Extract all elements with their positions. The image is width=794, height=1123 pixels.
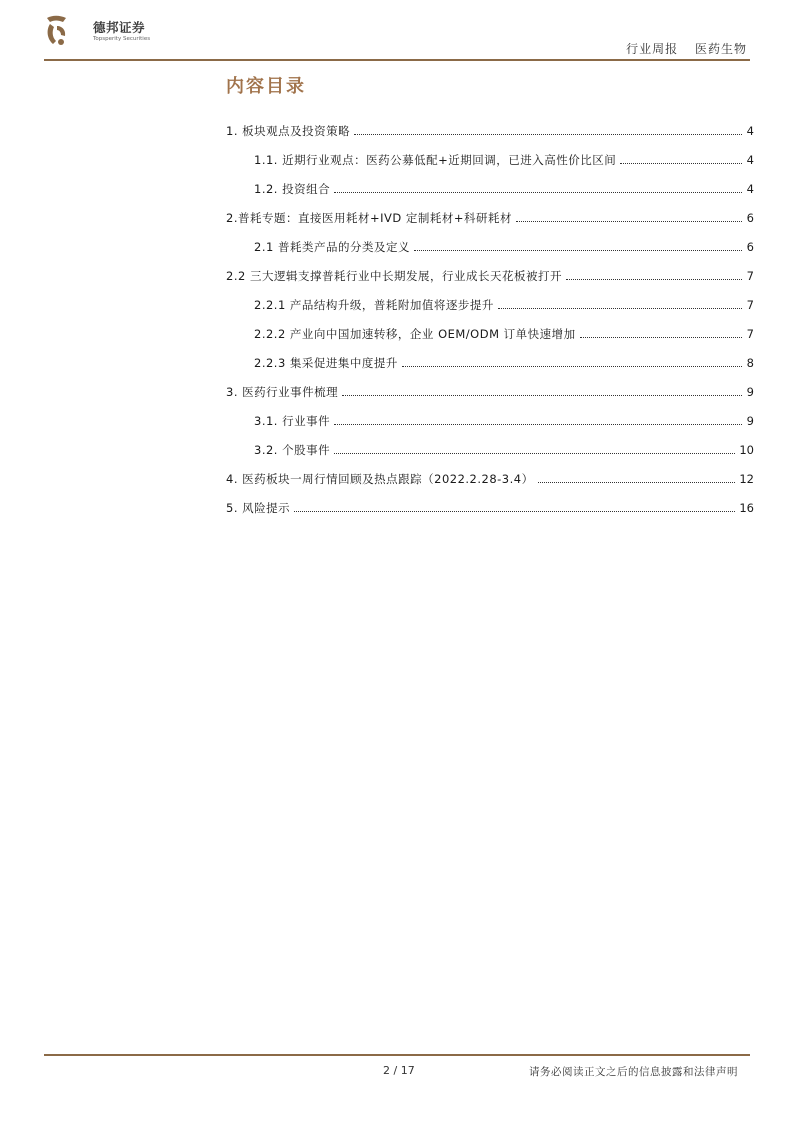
toc-entry-label: 2.2.3 集采促进集中度提升 [254, 355, 398, 370]
toc-entry[interactable] [226, 203, 754, 232]
toc-leader-dots [414, 250, 742, 251]
toc-leader-dots [334, 192, 742, 193]
toc-entry[interactable] [226, 174, 754, 203]
toc-entry-page: 9 [746, 413, 754, 428]
toc-entry-page: 4 [746, 152, 754, 167]
toc-entry-page: 8 [746, 355, 754, 370]
toc-entry-label: 3.1. 行业事件 [254, 413, 331, 428]
sector-name: 医药生物 [694, 42, 747, 56]
toc-leader-dots [334, 453, 735, 454]
toc-leader-dots [580, 337, 742, 338]
toc-entry-label: 1.1. 近期行业观点：医药公募低配+近期回调，已进入高性价比区间 [254, 152, 617, 167]
toc-leader-dots [498, 308, 742, 309]
toc-entry-page: 12 [739, 471, 754, 486]
header-report-info [626, 40, 747, 57]
toc-entry-page: 16 [739, 500, 754, 515]
toc-entry[interactable] [226, 435, 754, 464]
toc-entry-label: 3. 医药行业事件梳理 [226, 384, 339, 399]
toc-entry-page: 6 [746, 210, 754, 225]
toc-title: 内容目录 [226, 76, 306, 97]
toc-entry[interactable] [226, 319, 754, 348]
toc-entry-page: 6 [746, 239, 754, 254]
toc-entry[interactable] [226, 377, 754, 406]
toc-entry-label: 1.2. 投资组合 [254, 181, 331, 196]
footer-divider [44, 1054, 750, 1056]
toc-leader-dots [566, 279, 742, 280]
toc-entry[interactable] [226, 290, 754, 319]
page-indicator: 2 / 17 [383, 1064, 415, 1077]
toc-entry[interactable] [226, 348, 754, 377]
toc-entry[interactable] [226, 145, 754, 174]
toc-entry-page: 10 [739, 442, 754, 457]
toc-entry-label: 2.1 普耗类产品的分类及定义 [254, 239, 410, 254]
toc-entry[interactable] [226, 464, 754, 493]
toc-entry-label: 4. 医药板块一周行情回顾及热点跟踪（2022.2.28-3.4） [226, 471, 534, 486]
toc-leader-dots [620, 163, 742, 164]
report-type: 行业周报 [626, 42, 679, 56]
toc-leader-dots [342, 395, 742, 396]
toc-entry[interactable] [226, 406, 754, 435]
toc-leader-dots [538, 482, 736, 483]
toc-entry-label: 2.2 三大逻辑支撑普耗行业中长期发展，行业成长天花板被打开 [226, 268, 562, 283]
toc-entry-label: 2.2.2 产业向中国加速转移，企业 OEM/ODM 订单快速增加 [254, 326, 576, 341]
toc-entry-page: 7 [746, 326, 754, 341]
brand-english-name: Topsperity Securities [93, 36, 151, 42]
toc-entry[interactable] [226, 232, 754, 261]
header-divider [44, 59, 750, 61]
toc-entry[interactable] [226, 261, 754, 290]
toc-entry-label: 3.2. 个股事件 [254, 442, 331, 457]
brand-name: 德邦证券 [93, 20, 146, 35]
table-of-contents [226, 116, 754, 522]
company-logo-icon [44, 14, 70, 48]
toc-entry[interactable] [226, 116, 754, 145]
toc-leader-dots [294, 511, 735, 512]
toc-leader-dots [402, 366, 742, 367]
toc-entry[interactable] [226, 493, 754, 522]
toc-entry-page: 7 [746, 268, 754, 283]
toc-entry-label: 2.普耗专题：直接医用耗材+IVD 定制耗材+科研耗材 [226, 210, 513, 225]
toc-entry-label: 1. 板块观点及投资策略 [226, 123, 351, 138]
toc-entry-page: 4 [746, 181, 754, 196]
toc-entry-label: 2.2.1 产品结构升级，普耗附加值将逐步提升 [254, 297, 494, 312]
toc-entry-label: 5. 风险提示 [226, 500, 291, 515]
toc-entry-page: 4 [746, 123, 754, 138]
legal-disclaimer: 请务必阅读正文之后的信息披露和法律声明 [529, 1066, 738, 1078]
toc-leader-dots [516, 221, 742, 222]
toc-entry-page: 7 [746, 297, 754, 312]
page-header [0, 0, 794, 64]
toc-leader-dots [354, 134, 742, 135]
toc-leader-dots [334, 424, 742, 425]
toc-entry-page: 9 [746, 384, 754, 399]
